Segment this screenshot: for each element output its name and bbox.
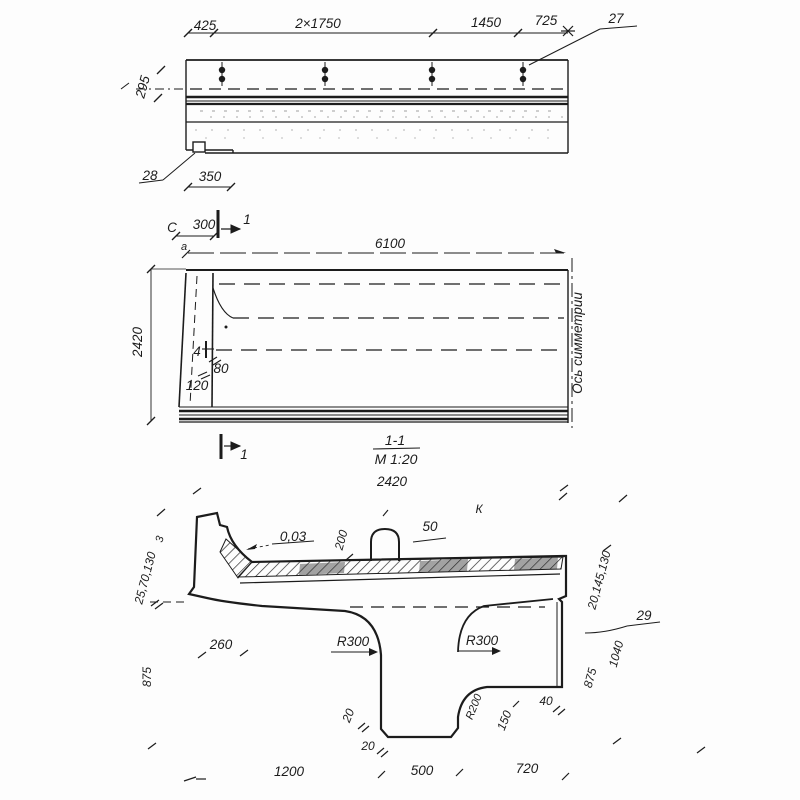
lifting-loop-dots — [219, 62, 526, 86]
dim-875-right: 875 — [580, 666, 600, 690]
dim-2420-section: 2420 — [376, 474, 408, 489]
right-stack-dims: 20,145,130 — [584, 549, 614, 611]
title-underline — [373, 448, 420, 449]
dim-300: 300 — [192, 217, 216, 232]
mark-3: 3 — [153, 534, 167, 544]
dim-1200: 1200 — [273, 764, 305, 779]
plan-outline — [179, 270, 568, 423]
plan-view — [147, 210, 572, 459]
mark-a: а — [180, 241, 188, 253]
section-scale: М 1:20 — [374, 451, 418, 467]
dim-500: 500 — [410, 763, 434, 778]
girder-elevation-outline — [186, 60, 568, 153]
callout-28: 28 — [142, 168, 158, 183]
radius-200: R200 — [463, 692, 485, 722]
height-295-dim — [121, 66, 186, 102]
dim-1450: 1450 — [470, 15, 502, 30]
star-mark — [561, 26, 575, 36]
callout-27: 27 — [608, 11, 624, 26]
chamfer-20-horizontal: 20 — [361, 739, 375, 753]
dim-2420-plan: 2420 — [130, 326, 145, 358]
dim-120: 120 — [185, 378, 209, 393]
radius-300-left: R300 — [336, 634, 370, 649]
section-title: 1-1 — [384, 432, 406, 448]
chamfer-20-vertical: 20 — [339, 706, 358, 725]
radius-300-right: R300 — [465, 633, 499, 648]
dim-350-line — [184, 183, 235, 191]
dim-1040: 1040 — [605, 639, 627, 669]
section-outline — [189, 513, 566, 737]
slope-label: 0,03 — [279, 529, 307, 544]
top-dimension-line — [184, 26, 575, 37]
dim-80: 80 — [213, 361, 229, 376]
callout-29: 29 — [636, 608, 652, 623]
left-stack-dims: 25,70,130 — [131, 550, 159, 606]
mark-4: 4 — [193, 344, 201, 359]
radius-arrows — [331, 651, 500, 652]
labels — [130, 11, 652, 779]
callout-29-leader — [585, 622, 660, 633]
section-view — [148, 448, 705, 781]
section-cut-mark-top — [218, 210, 240, 238]
dim-200: 200 — [331, 528, 351, 552]
dim-875-left: 875 — [140, 666, 154, 688]
dim-40: 40 — [539, 694, 553, 708]
dim-6100: 6100 — [374, 236, 406, 251]
dim-150: 150 — [494, 708, 515, 733]
mark-k: К — [475, 502, 483, 516]
dim-2x1750: 2×1750 — [295, 16, 341, 31]
mark-c: С — [167, 220, 177, 235]
dim-295: 295 — [132, 74, 153, 100]
anchor-detail-square — [193, 142, 205, 152]
dim-725: 725 — [534, 13, 558, 28]
section-label-top: 1 — [243, 212, 251, 227]
dim-300-line — [172, 232, 218, 240]
dim-2420-line — [147, 265, 186, 425]
dim-720: 720 — [515, 761, 539, 776]
dim-425: 425 — [193, 18, 217, 33]
conduit-loop — [371, 510, 399, 561]
section-label-bottom: 1 — [240, 447, 248, 462]
dim-50-underline — [413, 538, 446, 542]
top-view — [121, 26, 637, 191]
section-cut-mark-bottom — [221, 434, 240, 459]
symmetry-axis-label: Ось симметрии — [570, 292, 585, 394]
dim-50: 50 — [422, 519, 438, 534]
dim-350: 350 — [198, 169, 222, 184]
dim-260: 260 — [209, 637, 233, 652]
